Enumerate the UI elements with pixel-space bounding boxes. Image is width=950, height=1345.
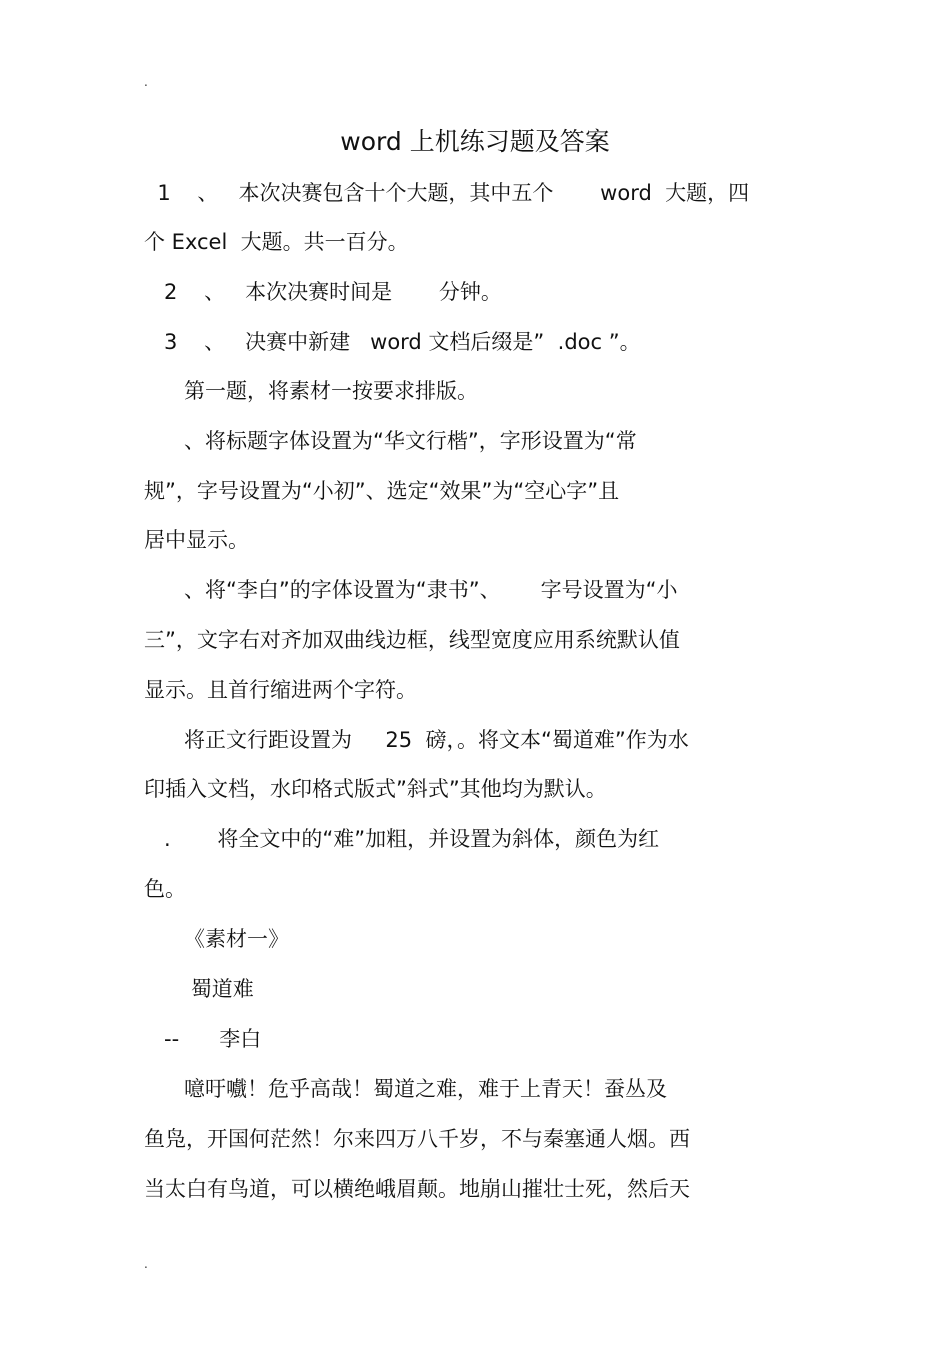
text-line: 显示。且首行缩进两个字符。 [144,678,417,702]
text-line: 2 、 本次决赛时间是 分钟。 [144,280,502,304]
text-line: 第一题，将素材一按要求排版。 [144,379,479,403]
text-line: 蜀道难 [144,977,254,1001]
page-top-mark: . [144,75,148,89]
page-bottom-mark: . [144,1257,148,1271]
text-line: . 将全文中的“难”加粗，并设置为斜体，颜色为红 [144,827,660,851]
text-line: 3 、 决赛中新建 word 文档后缀是” .doc ”。 [144,330,641,354]
text-line: 居中显示。 [144,528,249,552]
document-title: word 上机练习题及答案 [340,127,610,156]
text-line: 色。 [144,877,186,901]
text-line: 1 、 本次决赛包含十个大题，其中五个 word 大题，四 [144,181,750,205]
text-line: 印插入文档，水印格式版式”斜式”其他均为默认。 [144,777,607,801]
text-line: 个 Excel 大题。共一百分。 [144,230,409,254]
text-line: 当太白有鸟道，可以横绝峨眉颠。地崩山摧壮士死，然后天 [144,1177,690,1201]
text-line: 噫吁嚱！危乎高哉！蜀道之难，难于上青天！蚕丛及 [144,1077,668,1101]
text-line: 、将标题字体设置为“华文行楷”，字形设置为“常 [144,429,637,453]
text-line: 鱼凫，开国何茫然！尔来四万八千岁，不与秦塞通人烟。西 [144,1127,690,1151]
text-line: 、将“李白”的字体设置为“隶书”、 字号设置为“小 [144,578,678,602]
text-line: -- 李白 [144,1027,262,1051]
text-line: 《素材一》 [144,927,290,951]
text-line: 规”，字号设置为“小初”、选定“效果”为“空心字”且 [144,479,620,503]
text-line: 将正文行距设置为 25 磅，。将文本“蜀道难”作为水 [144,728,689,752]
text-line: 三”，文字右对齐加双曲线边框，线型宽度应用系统默认值 [144,628,680,652]
